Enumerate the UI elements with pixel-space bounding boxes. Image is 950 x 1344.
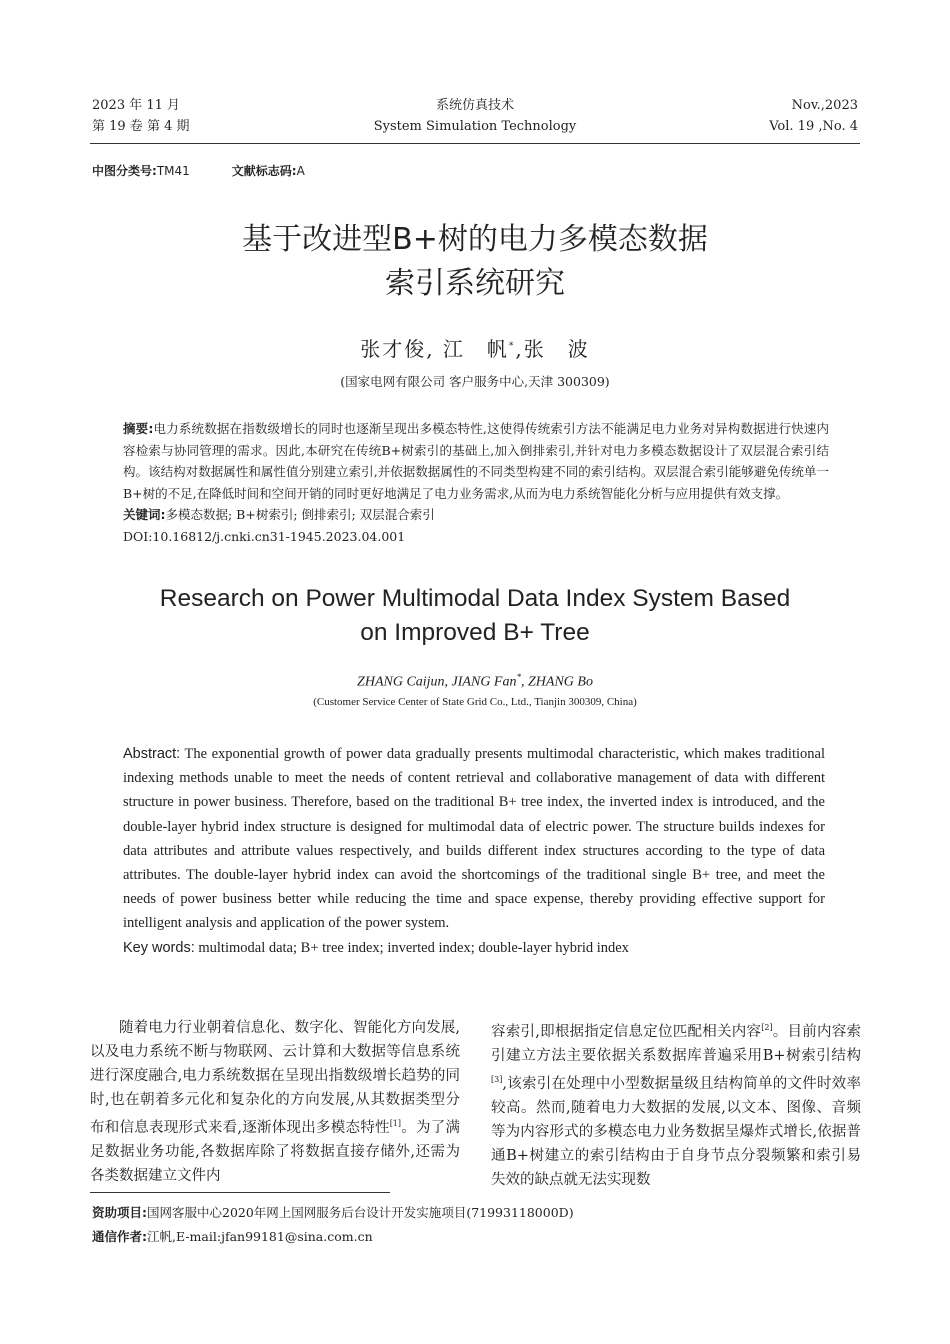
doi: DOI:10.16812/j.cnki.cn31-1945.2023.04.001 xyxy=(123,528,406,544)
title-zh-line-1: 基于改进型B+树的电力多模态数据 xyxy=(242,222,708,257)
corresponding-mark: * xyxy=(508,341,516,352)
abstract-en-text: The exponential growth of power data gradually presents multimodal characteristic, which makes traditional indexing methods unable to meet the needs of content retrieval and collaborative management of data with different structure in power business. Therefore, based on the traditional B+ tree index, the inverted index is introduced, and the double-layer hybrid index structure is designed for multimodal data of electric power. The structure builds indexes for data attributes and attribute values respectively, and builds different index structures according to the type of data attributes. The double-layer hybrid index can avoid the shortcomings of the traditional single B+ tree, and meet the needs of power business better while reducing the time and space expense, thereby providing effective support for intelligent analysis and application of the power system. xyxy=(123,746,825,932)
corresponding-label: 通信作者: xyxy=(92,1229,147,1244)
authors-en xyxy=(0,672,950,691)
body-text-1a: 随着电力行业朝着信息化、数字化、智能化方向发展,以及电力系统不断与物联网、云计算和大数据等信息系统进行深度融合,电力系统数据在呈现出指数级增长趋势的同时,也在朝着多元化和复杂化的方向发展,从其数据类型分布和信息表现形式来看,逐渐体现出多模态特性 xyxy=(90,1020,460,1136)
abstract-zh-text: 电力系统数据在指数级增长的同时也逐渐呈现出多模态特性,这使得传统索引方法不能满足电力业务对异构数据进行快速内容检索与协同管理的需求。因此,本研究在传统B+树索引的基础上,加入倒排索引,并针对电力多模态数据设计了双层混合索引结构。该结构对数据属性和属性值分别建立索引,并依据数据属性的不同类型构建不同的索引结构。双层混合索引能够避免传统单一B+树的不足,在降低时间和空间开销的同时更好地满足了电力业务需求,从而为电力系统智能化分析与应用提供有效支撑。 xyxy=(123,421,829,501)
doc-code-value: A xyxy=(296,164,305,178)
abstract-en xyxy=(123,742,825,960)
volume-zh: 第 19 卷 第 4 期 xyxy=(92,119,190,134)
keywords-en-text: multimodal data; B+ tree index; inverted index; double-layer hybrid index xyxy=(198,939,629,956)
abstract-zh-label: 摘要: xyxy=(123,421,154,436)
footnote-rule xyxy=(90,1192,390,1193)
doc-code-label: 文献标志码: xyxy=(231,164,297,178)
citation-3: [3] xyxy=(491,1074,503,1084)
abstract-en-body xyxy=(123,742,825,936)
author-3-zh: ,张 波 xyxy=(515,337,590,361)
body-column-right xyxy=(491,1016,861,1192)
title-en-line-2: on Improved B+ Tree xyxy=(360,619,590,646)
abstract-en-label: Abstract: xyxy=(123,746,181,762)
corresponding-mark-en: * xyxy=(516,672,521,682)
title-en-line-1: Research on Power Multimodal Data Index System Based xyxy=(159,585,791,612)
corresponding-author-note xyxy=(92,1227,373,1247)
author-1-zh: 张才俊, xyxy=(360,337,435,361)
keywords-en-label: Key words: xyxy=(123,939,195,956)
journal-name-en: System Simulation Technology xyxy=(373,119,577,134)
title-en xyxy=(0,582,950,650)
body-text-2a: 容索引,即根据指定信息定位匹配相关内容 xyxy=(491,1023,762,1040)
body-column-left xyxy=(90,1016,460,1188)
funding-label: 资助项目: xyxy=(92,1205,147,1220)
funding-text: 国网客服中心2020年网上国网服务后台设计开发实施项目(71993118000D) xyxy=(147,1205,574,1220)
authors-en-part-1: ZHANG Caijun, JIANG Fan xyxy=(357,674,517,690)
journal-name-zh: 系统仿真技术 xyxy=(435,98,514,113)
clc-value: TM41 xyxy=(156,164,190,178)
abstract-zh xyxy=(123,418,829,547)
keywords-en xyxy=(123,936,825,960)
title-zh xyxy=(0,218,950,306)
body-text-1b: 。为了满足数据业务功能,各数据库除了将数据直接存储外,还需为各类数据建立文件内 xyxy=(90,1119,460,1184)
keywords-zh-label: 关键词: xyxy=(123,507,166,522)
title-zh-line-2: 索引系统研究 xyxy=(385,266,565,301)
header-rule xyxy=(90,143,860,144)
issue-date-zh: 2023 年 11 月 xyxy=(92,98,181,113)
keywords-zh xyxy=(123,504,829,526)
corresponding-text: 江帆,E-mail:jfan99181@sina.com.cn xyxy=(147,1229,373,1244)
classification-line xyxy=(92,162,305,179)
clc-label: 中图分类号: xyxy=(92,164,157,178)
citation-1: [1] xyxy=(389,1119,402,1128)
citation-2: [2] xyxy=(761,1023,773,1032)
affiliation-zh: (国家电网有限公司 客户服务中心,天津 300309) xyxy=(340,374,610,389)
authors-en-part-2: , ZHANG Bo xyxy=(521,674,593,690)
funding-note xyxy=(92,1203,574,1223)
affiliation-en: (Customer Service Center of State Grid Co., Ltd., Tianjin 300309, China) xyxy=(313,696,637,708)
abstract-zh-body xyxy=(123,418,829,504)
header-right xyxy=(769,95,858,137)
volume-en: Vol. 19 ,No. 4 xyxy=(769,119,858,134)
issue-date-en: Nov.,2023 xyxy=(791,98,858,113)
body-text-2b: 。目前内容索引建立方法主要依据关系数据库普遍采用B+树索引结构 xyxy=(491,1023,861,1064)
body-text-2c: ,该索引在处理中小型数据量级且结构简单的文件时效率较高。然而,随着电力大数据的发展,以文本、图像、音频等为内容形式的多模态电力业务数据呈爆炸式增长,依据普通B+树建立的索引结构由于自身节点分裂频繁和索引易失效的缺点就无法实现数 xyxy=(491,1075,861,1188)
keywords-zh-text: 多模态数据; B+树索引; 倒排索引; 双层混合索引 xyxy=(165,507,435,522)
authors-zh xyxy=(0,333,950,362)
author-2-zh: 江 帆 xyxy=(442,337,509,361)
